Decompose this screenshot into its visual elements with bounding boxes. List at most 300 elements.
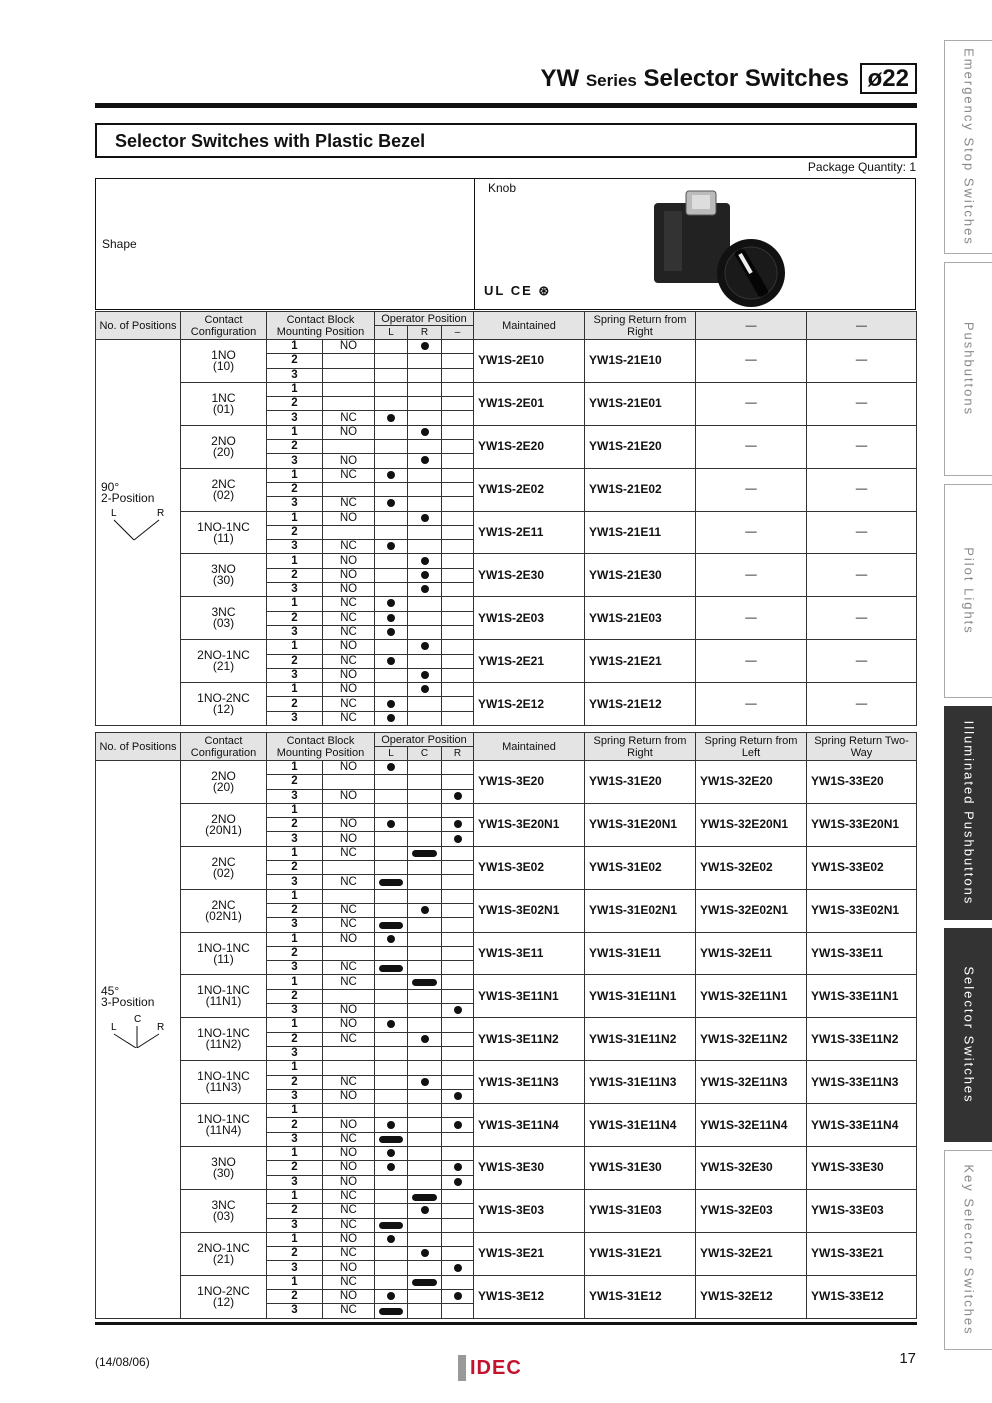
operator-cell [408, 1075, 442, 1089]
mount-position: 1 [267, 340, 323, 354]
operator-cell [375, 932, 408, 946]
header-maintained: Maintained [474, 312, 585, 340]
part-number: YW1S-33E21 [807, 1232, 917, 1275]
part-number: YW1S-2E10 [474, 340, 585, 383]
part-number: YW1S-31E20 [585, 761, 696, 804]
contact-config-cell [181, 1061, 267, 1104]
mount-position: 3 [267, 918, 323, 932]
operator-cell [408, 411, 442, 425]
selector-switch-image [646, 189, 816, 307]
contact-code: (02) [212, 865, 235, 880]
operator-cell [375, 832, 408, 846]
operator-cell [442, 711, 474, 725]
operator-cell [375, 861, 408, 875]
operator-cell [442, 1232, 474, 1246]
header-op-l: L [375, 747, 408, 761]
operator-cell [375, 583, 408, 597]
mount-position: 3 [267, 832, 323, 846]
operator-cell [442, 1104, 474, 1118]
contact-type: NC [323, 975, 375, 989]
table-row [96, 1147, 917, 1161]
header-dash: — [696, 312, 807, 340]
contact-type: NO [323, 425, 375, 439]
part-number: YW1S-3E12 [474, 1275, 585, 1318]
operator-cell [442, 775, 474, 789]
operator-cell [442, 1261, 474, 1275]
operator-cell [375, 425, 408, 439]
operator-cell [442, 1132, 474, 1146]
operator-cell [375, 975, 408, 989]
contact-type: NO [323, 1018, 375, 1032]
contact-config-cell [181, 640, 267, 683]
contact-type: NO [323, 554, 375, 568]
contact-type: NC [323, 1247, 375, 1261]
contact-type: NO [323, 568, 375, 582]
positions-cell [96, 340, 181, 726]
operator-cell [375, 1261, 408, 1275]
part-number: YW1S-2E01 [474, 382, 585, 425]
contact-config: 2NC [211, 854, 236, 869]
operator-cell [408, 1304, 442, 1318]
operator-cell [442, 946, 474, 960]
part-number: YW1S-3E02 [474, 846, 585, 889]
tab-illuminated-pushbuttons[interactable] [944, 706, 992, 920]
operator-cell [442, 354, 474, 368]
mount-position: 3 [267, 1089, 323, 1103]
operator-cell [442, 975, 474, 989]
operator-cell [408, 711, 442, 725]
header-spring-right: Spring Return from Right [585, 312, 696, 340]
operator-cell [442, 697, 474, 711]
contact-dot [454, 820, 462, 828]
table-row [96, 761, 917, 775]
contact-dot [454, 1163, 462, 1171]
contact-type: NO [323, 1089, 375, 1103]
part-number: YW1S-3E11 [474, 932, 585, 975]
operator-cell [375, 1304, 408, 1318]
part-number: YW1S-3E11N4 [474, 1104, 585, 1147]
part-number: YW1S-31E02 [585, 846, 696, 889]
mount-position: 1 [267, 761, 323, 775]
contact-dot [454, 1178, 462, 1186]
contact-config: 3NO [211, 1154, 236, 1169]
operator-cell [408, 697, 442, 711]
tab-selector-switches[interactable] [944, 928, 992, 1142]
table-row [96, 1018, 917, 1032]
contact-type: NC [323, 918, 375, 932]
header-spring-two-way: Spring Return Two-Way [807, 733, 917, 761]
contact-dot [421, 456, 429, 464]
tab-label: Pushbuttons [961, 321, 976, 417]
contact-type: NO [323, 1161, 375, 1175]
mount-position: 3 [267, 1046, 323, 1060]
operator-cell [375, 1204, 408, 1218]
operator-cell [375, 1175, 408, 1189]
operator-cell [442, 918, 474, 932]
operator-cell [442, 568, 474, 582]
part-number: YW1S-31E11N4 [585, 1104, 696, 1147]
contact-type [323, 525, 375, 539]
part-number: YW1S-2E20 [474, 425, 585, 468]
mount-position: 2 [267, 1075, 323, 1089]
operator-cell [375, 803, 408, 817]
operator-cell [375, 761, 408, 775]
mount-position: 2 [267, 1161, 323, 1175]
mount-position: 2 [267, 1204, 323, 1218]
part-number: YW1S-3E20N1 [474, 803, 585, 846]
title-main: Selector Switches [643, 65, 849, 92]
contact-bar [379, 965, 403, 972]
mount-position: 2 [267, 697, 323, 711]
contact-type [323, 946, 375, 960]
part-number: YW1S-3E11N2 [474, 1018, 585, 1061]
contact-type: NC [323, 468, 375, 482]
position-diagram [101, 504, 171, 544]
mount-position: 3 [267, 625, 323, 639]
dash-cell: — [696, 597, 807, 640]
header-maintained: Maintained [474, 733, 585, 761]
table-row [96, 932, 917, 946]
table-row [96, 511, 917, 525]
operator-cell [408, 525, 442, 539]
mount-position: 1 [267, 1018, 323, 1032]
contact-type: NC [323, 1304, 375, 1318]
contact-type: NO [323, 789, 375, 803]
table-row [96, 803, 917, 817]
package-quantity: Package Quantity: 1 [807, 160, 916, 174]
dash-cell: — [696, 640, 807, 683]
page-title [540, 65, 917, 93]
contact-config: 2NO [211, 811, 236, 826]
part-number: YW1S-33E03 [807, 1189, 917, 1232]
part-number: YW1S-21E10 [585, 340, 696, 383]
mount-position: 2 [267, 1247, 323, 1261]
operator-cell [375, 1161, 408, 1175]
contact-type: NC [323, 497, 375, 511]
contact-dot [387, 763, 395, 771]
contact-type: NO [323, 932, 375, 946]
mount-position: 1 [267, 1275, 323, 1289]
contact-type [323, 803, 375, 817]
contact-code: (01) [212, 401, 235, 416]
table-2-position [95, 311, 917, 726]
contact-dot [387, 714, 395, 722]
sidebar [944, 40, 992, 1350]
mount-position: 3 [267, 961, 323, 975]
dash-cell: — [696, 511, 807, 554]
operator-cell [408, 354, 442, 368]
part-number: YW1S-31E12 [585, 1275, 696, 1318]
tab-label: Illuminated Pushbuttons [961, 720, 976, 906]
contact-type: NO [323, 683, 375, 697]
part-number: YW1S-3E11N3 [474, 1061, 585, 1104]
operator-cell [375, 961, 408, 975]
part-number: YW1S-33E12 [807, 1275, 917, 1318]
contact-code: (02N1) [205, 908, 242, 923]
operator-cell [408, 382, 442, 396]
dash-cell: — [696, 554, 807, 597]
mount-position: 2 [267, 1118, 323, 1132]
part-number: YW1S-21E12 [585, 683, 696, 726]
operator-cell [375, 875, 408, 889]
operator-cell [408, 861, 442, 875]
operator-cell [442, 818, 474, 832]
contact-dot [387, 628, 395, 636]
certification-marks: UL CE ⊛ [484, 283, 552, 298]
contact-type [323, 775, 375, 789]
dash-cell: — [807, 425, 917, 468]
operator-cell [442, 875, 474, 889]
diagram-line [114, 520, 134, 540]
contact-dot [387, 599, 395, 607]
contact-code: (03) [212, 616, 235, 631]
part-number: YW1S-31E30 [585, 1147, 696, 1190]
operator-cell [442, 789, 474, 803]
contact-config-cell [181, 597, 267, 640]
dash-cell: — [807, 468, 917, 511]
contact-type [323, 368, 375, 382]
contact-config-cell [181, 932, 267, 975]
part-number: YW1S-33E11N1 [807, 975, 917, 1018]
operator-cell [408, 1089, 442, 1103]
part-number: YW1S-2E03 [474, 597, 585, 640]
contact-code: (12) [212, 1294, 235, 1309]
part-number: YW1S-33E30 [807, 1147, 917, 1190]
part-number: YW1S-32E20N1 [696, 803, 807, 846]
mount-position: 3 [267, 1132, 323, 1146]
part-number: YW1S-32E03 [696, 1189, 807, 1232]
table-header-row [96, 312, 917, 326]
contact-dot [387, 935, 395, 943]
operator-cell [442, 625, 474, 639]
contact-bar [379, 1222, 403, 1229]
operator-cell [442, 846, 474, 860]
contact-dot [387, 1163, 395, 1171]
operator-cell [442, 803, 474, 817]
contact-type [323, 1104, 375, 1118]
table-header-row [96, 733, 917, 747]
part-number: YW1S-32E02N1 [696, 889, 807, 932]
contact-dot [454, 1264, 462, 1272]
mount-position: 2 [267, 354, 323, 368]
contact-dot [387, 657, 395, 665]
table-row [96, 597, 917, 611]
operator-cell [375, 554, 408, 568]
mount-position: 2 [267, 861, 323, 875]
contact-dot [454, 1092, 462, 1100]
dash-cell: — [807, 640, 917, 683]
contact-bar [412, 850, 437, 857]
operator-cell [442, 832, 474, 846]
operator-cell [375, 1075, 408, 1089]
contact-dot [387, 1020, 395, 1028]
operator-cell [375, 1232, 408, 1246]
operator-cell [442, 889, 474, 903]
operator-cell [442, 1018, 474, 1032]
contact-code: (30) [212, 573, 235, 588]
contact-dot [421, 557, 429, 565]
mount-position: 2 [267, 1289, 323, 1303]
operator-cell [408, 683, 442, 697]
operator-cell [408, 540, 442, 554]
table-row [96, 640, 917, 654]
contact-type: NC [323, 540, 375, 554]
tab-label: Pilot Lights [961, 547, 976, 635]
contact-dot [454, 1121, 462, 1129]
part-number: YW1S-3E11N1 [474, 975, 585, 1018]
tab-key-selector-switches[interactable] [944, 1150, 992, 1350]
operator-cell [375, 540, 408, 554]
contact-dot [421, 685, 429, 693]
contact-type: NC [323, 711, 375, 725]
operator-cell [408, 668, 442, 682]
contact-code: (11) [213, 530, 234, 545]
operator-cell [408, 789, 442, 803]
operator-cell [375, 1061, 408, 1075]
operator-cell [442, 861, 474, 875]
mount-position: 3 [267, 583, 323, 597]
contact-config-cell [181, 1018, 267, 1061]
position-angle: 45° [101, 984, 120, 998]
table-row [96, 683, 917, 697]
header-op-c: C [408, 747, 442, 761]
tab-pilot-lights[interactable] [944, 484, 992, 698]
contact-config-cell [181, 1232, 267, 1275]
operator-cell [408, 440, 442, 454]
part-number: YW1S-21E20 [585, 425, 696, 468]
contact-type: NO [323, 640, 375, 654]
mount-position: 2 [267, 775, 323, 789]
operator-cell [408, 497, 442, 511]
contact-type: NC [323, 1132, 375, 1146]
mount-position: 3 [267, 411, 323, 425]
part-number: YW1S-33E02 [807, 846, 917, 889]
mount-position: 3 [267, 1004, 323, 1018]
mount-position: 1 [267, 425, 323, 439]
contact-code: (20) [212, 779, 235, 794]
contact-config: 1NO [211, 347, 236, 362]
contact-code: (12) [212, 702, 235, 717]
operator-cell [375, 1189, 408, 1203]
operator-cell [408, 1247, 442, 1261]
dash-cell: — [807, 382, 917, 425]
contact-type: NC [323, 1189, 375, 1203]
operator-cell [408, 889, 442, 903]
operator-cell [408, 1189, 442, 1203]
mount-position: 2 [267, 903, 323, 917]
part-number: YW1S-21E21 [585, 640, 696, 683]
operator-cell [442, 382, 474, 396]
contact-type: NO [323, 1118, 375, 1132]
part-number: YW1S-33E11N4 [807, 1104, 917, 1147]
operator-cell [375, 683, 408, 697]
operator-cell [408, 1218, 442, 1232]
operator-cell [442, 540, 474, 554]
contact-dot [454, 835, 462, 843]
mount-position: 2 [267, 397, 323, 411]
part-number: YW1S-33E11N2 [807, 1018, 917, 1061]
operator-cell [375, 354, 408, 368]
mount-position: 3 [267, 1304, 323, 1318]
contact-config-cell [181, 803, 267, 846]
table-row [96, 382, 917, 396]
operator-cell [375, 918, 408, 932]
contact-config: 1NO-1NC [197, 940, 250, 955]
operator-cell [442, 1175, 474, 1189]
contact-type: NC [323, 597, 375, 611]
part-number: YW1S-32E12 [696, 1275, 807, 1318]
contact-config: 1NO-1NC [197, 1026, 250, 1041]
operator-cell [442, 640, 474, 654]
operator-cell [408, 1046, 442, 1060]
header-mounting: Contact Block Mounting Position [267, 733, 375, 761]
contact-code: (11N3) [205, 1080, 242, 1095]
diagram-line [114, 1034, 136, 1048]
part-number: YW1S-2E21 [474, 640, 585, 683]
operator-cell [442, 1032, 474, 1046]
operator-cell [375, 1118, 408, 1132]
part-number: YW1S-33E11N3 [807, 1061, 917, 1104]
contact-dot [421, 642, 429, 650]
mount-position: 2 [267, 818, 323, 832]
contact-config-cell [181, 1147, 267, 1190]
operator-cell [442, 468, 474, 482]
contact-config: 2NO [211, 768, 236, 783]
diagram-label: R [157, 508, 165, 519]
operator-cell [408, 640, 442, 654]
contact-config: 1NO-1NC [197, 983, 250, 998]
position-angle: 90° [101, 480, 120, 494]
table-row [96, 425, 917, 439]
diameter-badge: ø22 [860, 63, 917, 94]
knob-label: Knob [488, 181, 517, 195]
header-spring-left: Spring Return from Left [696, 733, 807, 761]
operator-cell [408, 625, 442, 639]
mount-position: 2 [267, 440, 323, 454]
operator-cell [442, 683, 474, 697]
contact-dot [387, 1292, 395, 1300]
tab-pushbuttons[interactable] [944, 262, 992, 476]
operator-cell [375, 340, 408, 354]
operator-cell [442, 497, 474, 511]
part-number: YW1S-31E21 [585, 1232, 696, 1275]
operator-cell [408, 340, 442, 354]
operator-cell [442, 440, 474, 454]
tab-label: Selector Switches [961, 966, 976, 1104]
section-title-box [95, 123, 917, 158]
operator-cell [375, 1132, 408, 1146]
mount-position: 1 [267, 846, 323, 860]
contact-code: (21) [212, 1251, 235, 1266]
table-row [96, 975, 917, 989]
tab-emergency-stop[interactable] [944, 40, 992, 254]
part-number: YW1S-33E20N1 [807, 803, 917, 846]
contact-config-cell [181, 340, 267, 383]
part-number: YW1S-33E20 [807, 761, 917, 804]
contact-config-cell [181, 1275, 267, 1318]
logo-bar [458, 1355, 466, 1381]
operator-cell [442, 482, 474, 496]
contact-type: NC [323, 875, 375, 889]
table-row [96, 889, 917, 903]
mount-position: 2 [267, 482, 323, 496]
contact-config-cell [181, 382, 267, 425]
contact-type: NC [323, 411, 375, 425]
operator-cell [408, 454, 442, 468]
mount-position: 3 [267, 540, 323, 554]
contact-type: NC [323, 903, 375, 917]
mount-position: 3 [267, 454, 323, 468]
